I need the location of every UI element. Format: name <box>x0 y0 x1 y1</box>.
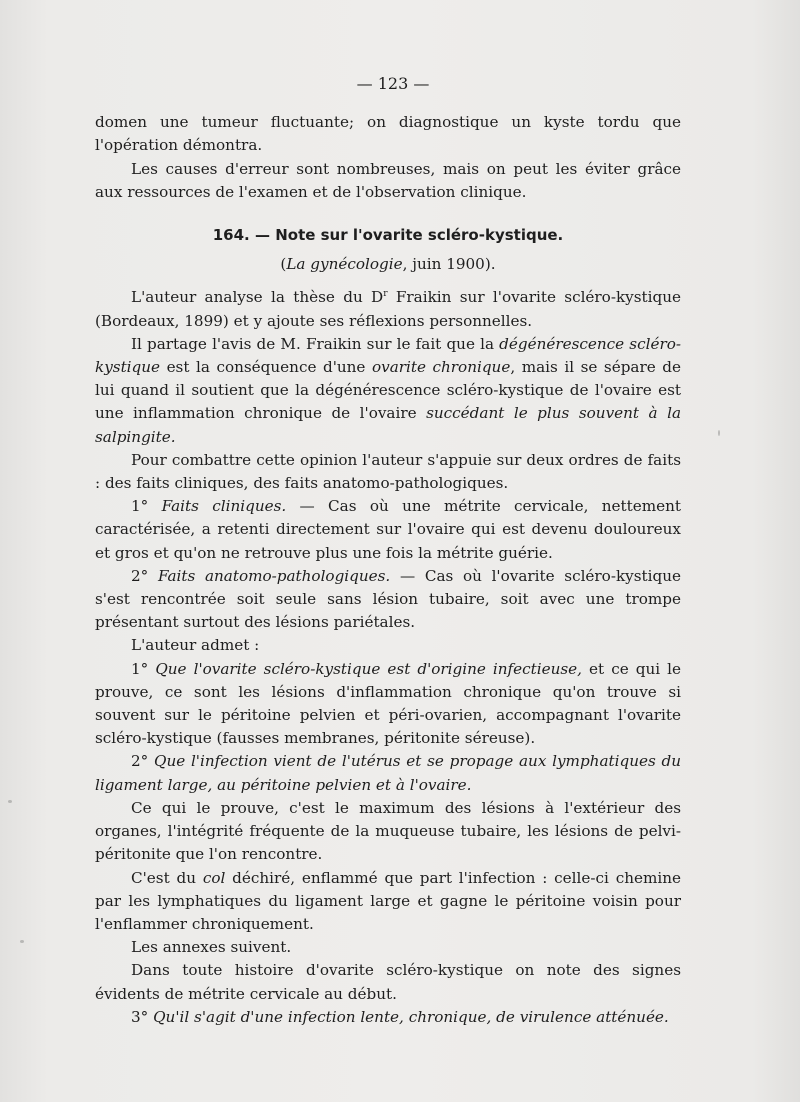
scan-speck <box>20 940 24 943</box>
paragraph-text: Les causes d'erreur sont nombreuses, mais on peut les éviter grâce aux ressources de l'examen et de l'observation clinique. <box>95 159 681 201</box>
scan-speck <box>718 430 720 436</box>
list-number: 3° <box>131 1007 154 1026</box>
paragraph-text: Pour combattre cette opinion l'auteur s'appuie sur deux ordres de faits : des faits cliniques, des faits anatomo-pathologiques. <box>95 450 681 493</box>
section-heading: 164. — Note sur l'ovarite scléro-kystique. <box>212 226 564 245</box>
paragraph <box>95 286 681 332</box>
paragraph-text: L'auteur admet : <box>131 636 260 655</box>
superscript: r <box>383 289 388 300</box>
paragraph <box>95 634 681 657</box>
paragraph-text: C'est du <box>131 868 203 887</box>
italic-term: dégénérescence scléro-kystique <box>95 334 681 377</box>
paragraph <box>95 797 681 867</box>
italic-term: Que l'ovarite scléro-kystique est d'origine infectieuse, <box>155 659 582 678</box>
paragraph <box>95 1006 681 1029</box>
paragraph-text: Ce qui le prouve, c'est le maximum des lésions à l'extérieur des organes, l'intégrité fréquente de la muqueuse tubaire, les lésions de pelvi-péritonite que l'on rencontre. <box>95 798 681 864</box>
paragraph-text: Dans toute histoire d'ovarite scléro-kystique on note des signes évidents de métrite cervicale au début. <box>95 961 681 1003</box>
italic-term: Faits anatomo-pathologiques. <box>157 566 391 585</box>
paragraph-text: , mais il se sépare de lui quand il soutient que la dégénérescence scléro-kystique de l'ovaire est une inflammation chronique de l'ovaire <box>95 358 681 423</box>
list-number: 1° <box>131 659 156 678</box>
paragraph <box>95 959 681 1005</box>
paragraph <box>95 495 681 565</box>
paragraph-text: — Cas où l'ovarite scléro-kystique s'est rencontrée soit seule sans lésion tubaire, soit avec une trompe présentant surtout des lésions pariétales. <box>95 566 681 632</box>
paragraph <box>95 158 681 204</box>
italic-term: Que l'infection vient de l'utérus et se propage aux lymphatiques du ligament large, au péritoine pelvien et à l'ovaire. <box>95 752 681 794</box>
italic-term: ovarite chronique <box>371 358 511 377</box>
source-open: ( <box>280 255 287 274</box>
paragraph-text: Les annexes suivent. <box>131 938 292 957</box>
list-number: 2° <box>131 752 154 771</box>
source-journal: La gynécologie <box>286 255 403 274</box>
paragraph <box>95 750 681 796</box>
paragraph <box>95 333 681 449</box>
paragraph-text: Fraikin sur l'ovarite scléro-kystique (Bordeaux, 1899) et y ajoute ses réflexions personnelles. <box>95 288 681 330</box>
paragraph-text: — Cas où une métrite cervicale, nettement caractérisée, a retenti directement sur l'ovaire qui est devenu douloureux et gros et qu'on ne retrouve plus une fois la métrite guérie. <box>95 497 681 562</box>
paragraph <box>95 936 681 959</box>
paragraph-text: et ce qui le prouve, ce sont les lésions d'inflammation chronique qu'on trouve si souvent sur le péritoine pelvien et péri-ovarien, accompagnant l'ovarite scléro-kystique (fausses membranes, péritonite séreuse). <box>95 659 681 748</box>
scan-speck <box>8 800 12 803</box>
page-number: — 123 — <box>356 74 430 93</box>
paragraph-text: est la conséquence d'une <box>160 358 372 377</box>
italic-term: Faits cliniques. <box>161 497 287 516</box>
paragraph <box>95 867 681 937</box>
paragraph-text: L'auteur analyse la thèse du D <box>131 288 384 307</box>
paragraph <box>95 658 681 751</box>
paragraph-text: domen une tumeur fluctuante; on diagnostique un kyste tordu que l'opération démontra. <box>95 113 681 155</box>
italic-term: Qu'il s'agit d'une infection lente, chronique, de virulence atténuée. <box>153 1007 669 1026</box>
list-number: 1° <box>131 497 162 516</box>
italic-term: col <box>202 868 226 887</box>
paragraph <box>95 111 681 157</box>
paragraph <box>95 565 681 635</box>
list-number: 2° <box>131 566 158 585</box>
paragraph-text: déchiré, enflammé que part l'infection : celle-ci chemine par les lymphatiques du ligament large et gagne le péritoine voisin pour l'enflammer chroniquement. <box>95 868 681 933</box>
paragraph <box>95 449 681 495</box>
paragraph-text: Il partage l'avis de M. Fraikin sur le fait que la <box>131 334 500 353</box>
page-body <box>95 70 681 1029</box>
source-date: , juin 1900). <box>402 255 496 274</box>
italic-term: succédant le plus souvent à la salpingite. <box>95 404 681 446</box>
source-citation <box>95 253 681 276</box>
